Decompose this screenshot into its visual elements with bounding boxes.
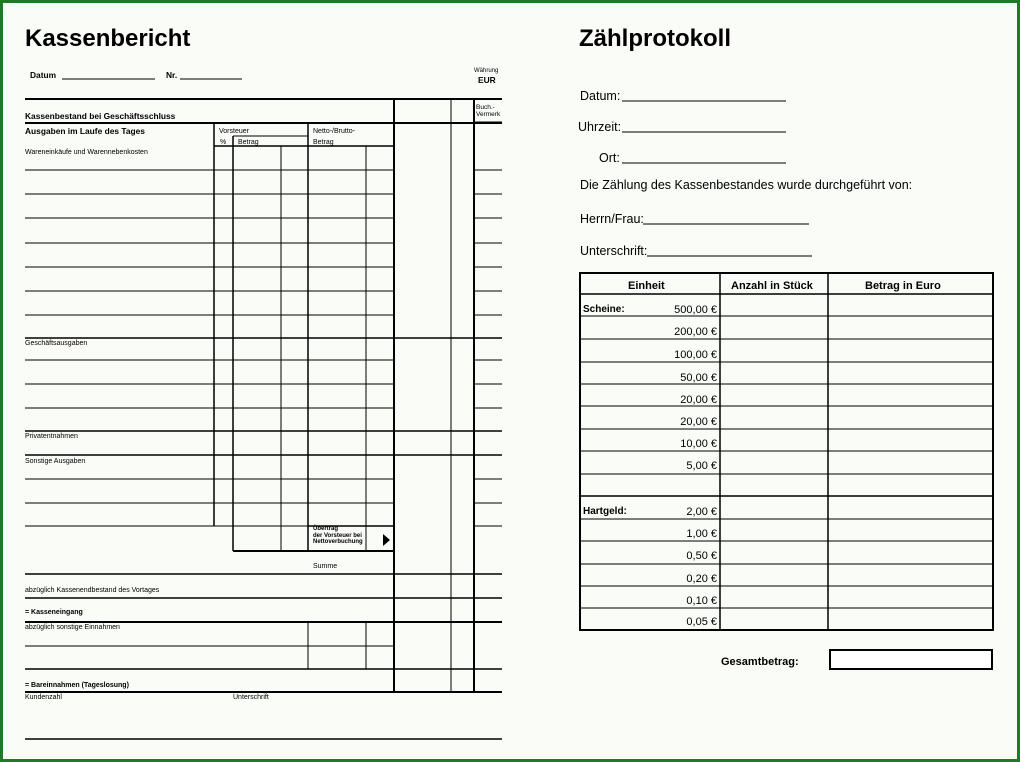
denomination-050: 0,50 € [686,550,717,562]
abzueglich-einnahmen-label: abzüglich sonstige Einnahmen [25,624,120,631]
abzueglich-vortag-label: abzüglich Kassenendbestand des Vortages [25,587,160,594]
netto-brutto-label: Netto-/Brutto- [313,128,356,135]
datum-label: Datum [30,70,57,80]
uhrzeit-field-label: Uhrzeit: [578,120,622,134]
header-anzahl: Anzahl in Stück [731,280,813,292]
form-sheet [3,3,1017,759]
uebertrag-label: Übertrag der Vorsteuer bei Nettoverbuchung [313,526,363,546]
kasseneingang-label: = Kasseneingang [25,609,83,616]
sonstige-ausgaben-label: Sonstige Ausgaben [25,458,86,465]
vorsteuer-label: Vorsteuer [219,128,249,135]
prozent-label: % [220,139,227,146]
header-einheit: Einheit [628,280,665,292]
denomination-20a: 20,00 € [680,394,717,406]
denomination-005: 0,05 € [686,616,717,628]
kassenbestand-label: Kassenbestand bei Geschäftsschluss [25,111,176,121]
denomination-010: 0,10 € [686,595,717,607]
wareneinkaeufe-label: Wareneinkäufe und Warennebenkosten [25,149,148,156]
datum-field-label: Datum: [580,89,621,103]
zaehlprotokoll-title: Zählprotokoll [579,25,731,52]
denomination-200: 200,00 € [674,326,717,338]
kundenzahl-label: Kundenzahl [25,694,62,701]
privatentnahmen-label: Privatentnahmen [25,433,78,440]
hartgeld-label: Hartgeld: [583,506,627,517]
summe-label: Summe [313,563,338,570]
unterschrift-label-left: Unterschrift [233,694,269,701]
header-betrag: Betrag in Euro [865,280,941,292]
buch-vermerk-label: Buch.- Vermerk [476,104,501,119]
denomination-500: 500,00 € [674,304,717,316]
netto-betrag-label: Betrag [313,139,334,146]
denomination-50: 50,00 € [680,372,717,384]
vorsteuer-betrag-label: Betrag [238,139,259,146]
denomination-100: 100,00 € [674,349,717,361]
gesamtbetrag-label: Gesamtbetrag: [721,656,799,668]
denomination-020: 0,20 € [686,573,717,585]
bareinnahmen-label: = Bareinnahmen (Tageslosung) [25,682,129,689]
unterschrift-label-right: Unterschrift: [580,244,648,258]
herr-frau-label: Herrn/Frau: [580,212,644,226]
kassenbericht-title: Kassenbericht [25,25,191,52]
ort-field-label: Ort: [599,151,620,165]
waehrung-label: Währung [474,68,499,74]
ausgaben-label: Ausgaben im Laufe des Tages [25,126,145,136]
waehrung-value: EUR [478,75,496,85]
statement-text: Die Zählung des Kassenbestandes wurde durchgeführt von: [580,178,913,192]
scheine-label: Scheine: [583,304,625,315]
denomination-2: 2,00 € [686,506,717,518]
geschaeftsausgaben-label: Geschäftsausgaben [25,340,88,347]
denomination-20b: 20,00 € [680,416,717,428]
gesamtbetrag-field[interactable] [829,649,993,670]
denomination-10: 10,00 € [680,438,717,450]
nr-label: Nr. [166,70,178,80]
denomination-1: 1,00 € [686,528,717,540]
denomination-5: 5,00 € [686,460,717,472]
